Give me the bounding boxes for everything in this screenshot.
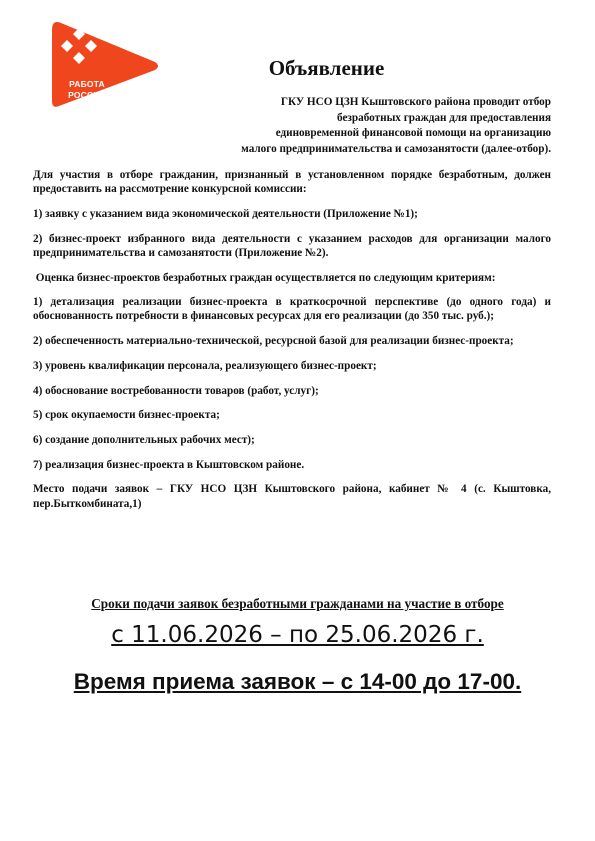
page-title: Объявление — [268, 56, 385, 80]
paragraph-item: 1) детализация реализации бизнес-проекта в краткосрочной перспективе (до одного года) и обоснованность потребности в финансовых ресурсах для его реализации (до 350 тыс. руб.); — [33, 296, 551, 323]
reception-time: Время приема заявок – с 14-00 до 17-00. — [73, 669, 522, 694]
intro-line: единовременной финансовой помощи на организацию — [275, 127, 551, 139]
paragraph-location: Место подачи заявок – ГКУ НСО ЦЗН Кыштовского района, кабинет № 4 (с. Кыштовка, пер.Быткомбината,1) — [33, 483, 551, 510]
deadline-heading: Сроки подачи заявок безработными гражданами на участие в отборе — [91, 596, 504, 611]
paragraph-item: 2) обеспеченность материально-технической, ресурсной базой для реализации бизнес-проекта; — [33, 335, 514, 348]
paragraph-participation: Для участия в отборе гражданин, признанный в установленном порядке безработным, должен предоставить на рассмотрение конкурсной комиссии: — [33, 169, 551, 196]
paragraph-criteria: Оценка бизнес-проектов безработных граждан осуществляется по следующим критериям: — [33, 271, 496, 284]
paragraph-item: 2) бизнес-проект избранного вида деятельности с указанием расходов для организации малого предпринимательства и самозанятости (Приложение №2). — [33, 232, 551, 259]
submission-dates: с 11.06.2026 – по 25.06.2026 г. — [111, 622, 484, 648]
paragraph-item: 1) заявку с указанием вида экономической деятельности (Приложение №1); — [33, 207, 418, 220]
paragraph-item: 5) срок окупаемости бизнес-проекта; — [33, 409, 220, 422]
intro-line: безработных граждан для предоставления — [337, 111, 551, 124]
paragraph-item: 4) обоснование востребованности товаров (работ, услуг); — [33, 384, 319, 397]
paragraph-item: 3) уровень квалификации персонала, реализующего бизнес-проект; — [33, 359, 377, 372]
logo-text-line1: РАБОТА — [69, 79, 105, 89]
paragraph-item: 7) реализация бизнес-проекта в Кыштовском районе. — [33, 458, 305, 471]
announcement-body — [33, 168, 551, 521]
intro-block — [151, 95, 551, 157]
logo-text-line2: РОССИИ — [68, 90, 106, 100]
paragraph-item: 6) создание дополнительных рабочих мест); — [33, 433, 255, 446]
intro-line: малого предпринимательства и самозанятости (далее-отбор). — [241, 142, 551, 155]
intro-line: ГКУ НСО ЦЗН Кыштовского района проводит отбор — [280, 96, 551, 108]
